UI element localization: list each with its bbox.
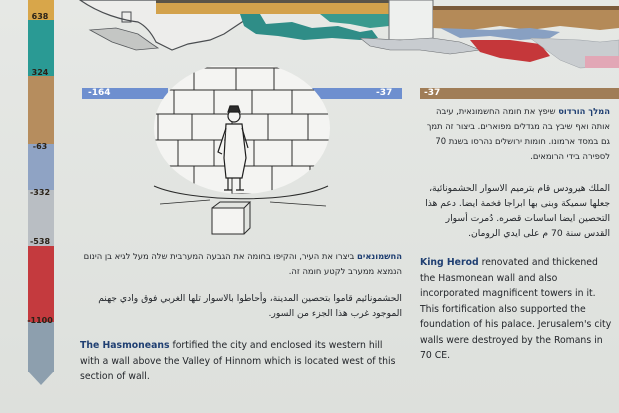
scale-tick: 638	[31, 12, 49, 21]
hasmoneans-arabic-text: الحشمونائيم قاموا بتحصين المدينة، وأحاطوا بالاسوار تلها الغربي فوق وادي جهنم الموجود غرب هذا الجزء من السور.	[98, 293, 402, 319]
scale-band-tan	[28, 76, 54, 144]
hasmoneans-name: The Hasmoneans	[80, 340, 170, 351]
hasmoneans-hebrew-text	[80, 249, 402, 279]
depth-marker-label: -37	[424, 88, 441, 98]
herod-name: King Herod	[420, 257, 479, 268]
hasmoneans-hebrew-body: ביצרו את העיר, והקיפו בחומה את הגבעה המערבית שלה מעל לגיא בן הינום הנמצא ממערב לקטע חומה זה.	[83, 251, 402, 276]
scale-tick: -332	[29, 188, 51, 197]
scale-band-slate	[28, 322, 54, 372]
wall-cross-section-illustration	[60, 0, 619, 70]
herod-hebrew-name: המלך הורדוס	[558, 106, 610, 116]
hasmoneans-english-text	[80, 338, 398, 385]
scale-tick: -63	[32, 142, 48, 151]
scale-tick: 324	[31, 68, 49, 77]
hasmoneans-hebrew-name: החשמונאים	[357, 251, 402, 261]
herod-english-body: renovated and thickened the Hasmonean wall and also incorporated magnificent towers in it. This fortification also supported the foundation of his palace. Jerusalem's city walls were destroyed by the Romans in 70 CE.	[420, 257, 612, 361]
depth-marker-label: -37	[376, 88, 393, 98]
scale-band-red	[28, 246, 54, 322]
scale-tick: -1100	[27, 316, 53, 325]
depth-marker-label: -164	[88, 88, 111, 98]
herod-arabic-text: الملك هيرودس قام بترميم الاسوار الحشمونائية، جعلها سميكة وبنى بها ابراجا فخمة ايضا. دعم هذا التحصين ايضا اساسات قصره. دُمرت أسوار القدس سنة 70 م على ايدي الرومان.	[425, 183, 610, 239]
herod-english-text	[420, 255, 612, 364]
herod-hebrew-text	[420, 104, 610, 164]
man-at-wall-sketch	[150, 66, 330, 242]
herod-hebrew-body: שיפץ את חומה החשמונאית, עיבה אותה ואף שיבץ בה מגדלים מפוארים. ביצור זה תמך גם במסד ארמונו. חומות ירושלים נהרסו בשנת 70 לספירה בידי הרומאים.	[426, 106, 610, 161]
hasmoneans-english-body: fortified the city and enclosed its western hill with a wall above the Valley of Hinnom which is located west of this section of wall.	[80, 340, 396, 382]
depth-marker-bar	[420, 88, 619, 99]
scale-arrow-tip	[28, 371, 54, 385]
scale-tick: -538	[29, 237, 51, 246]
